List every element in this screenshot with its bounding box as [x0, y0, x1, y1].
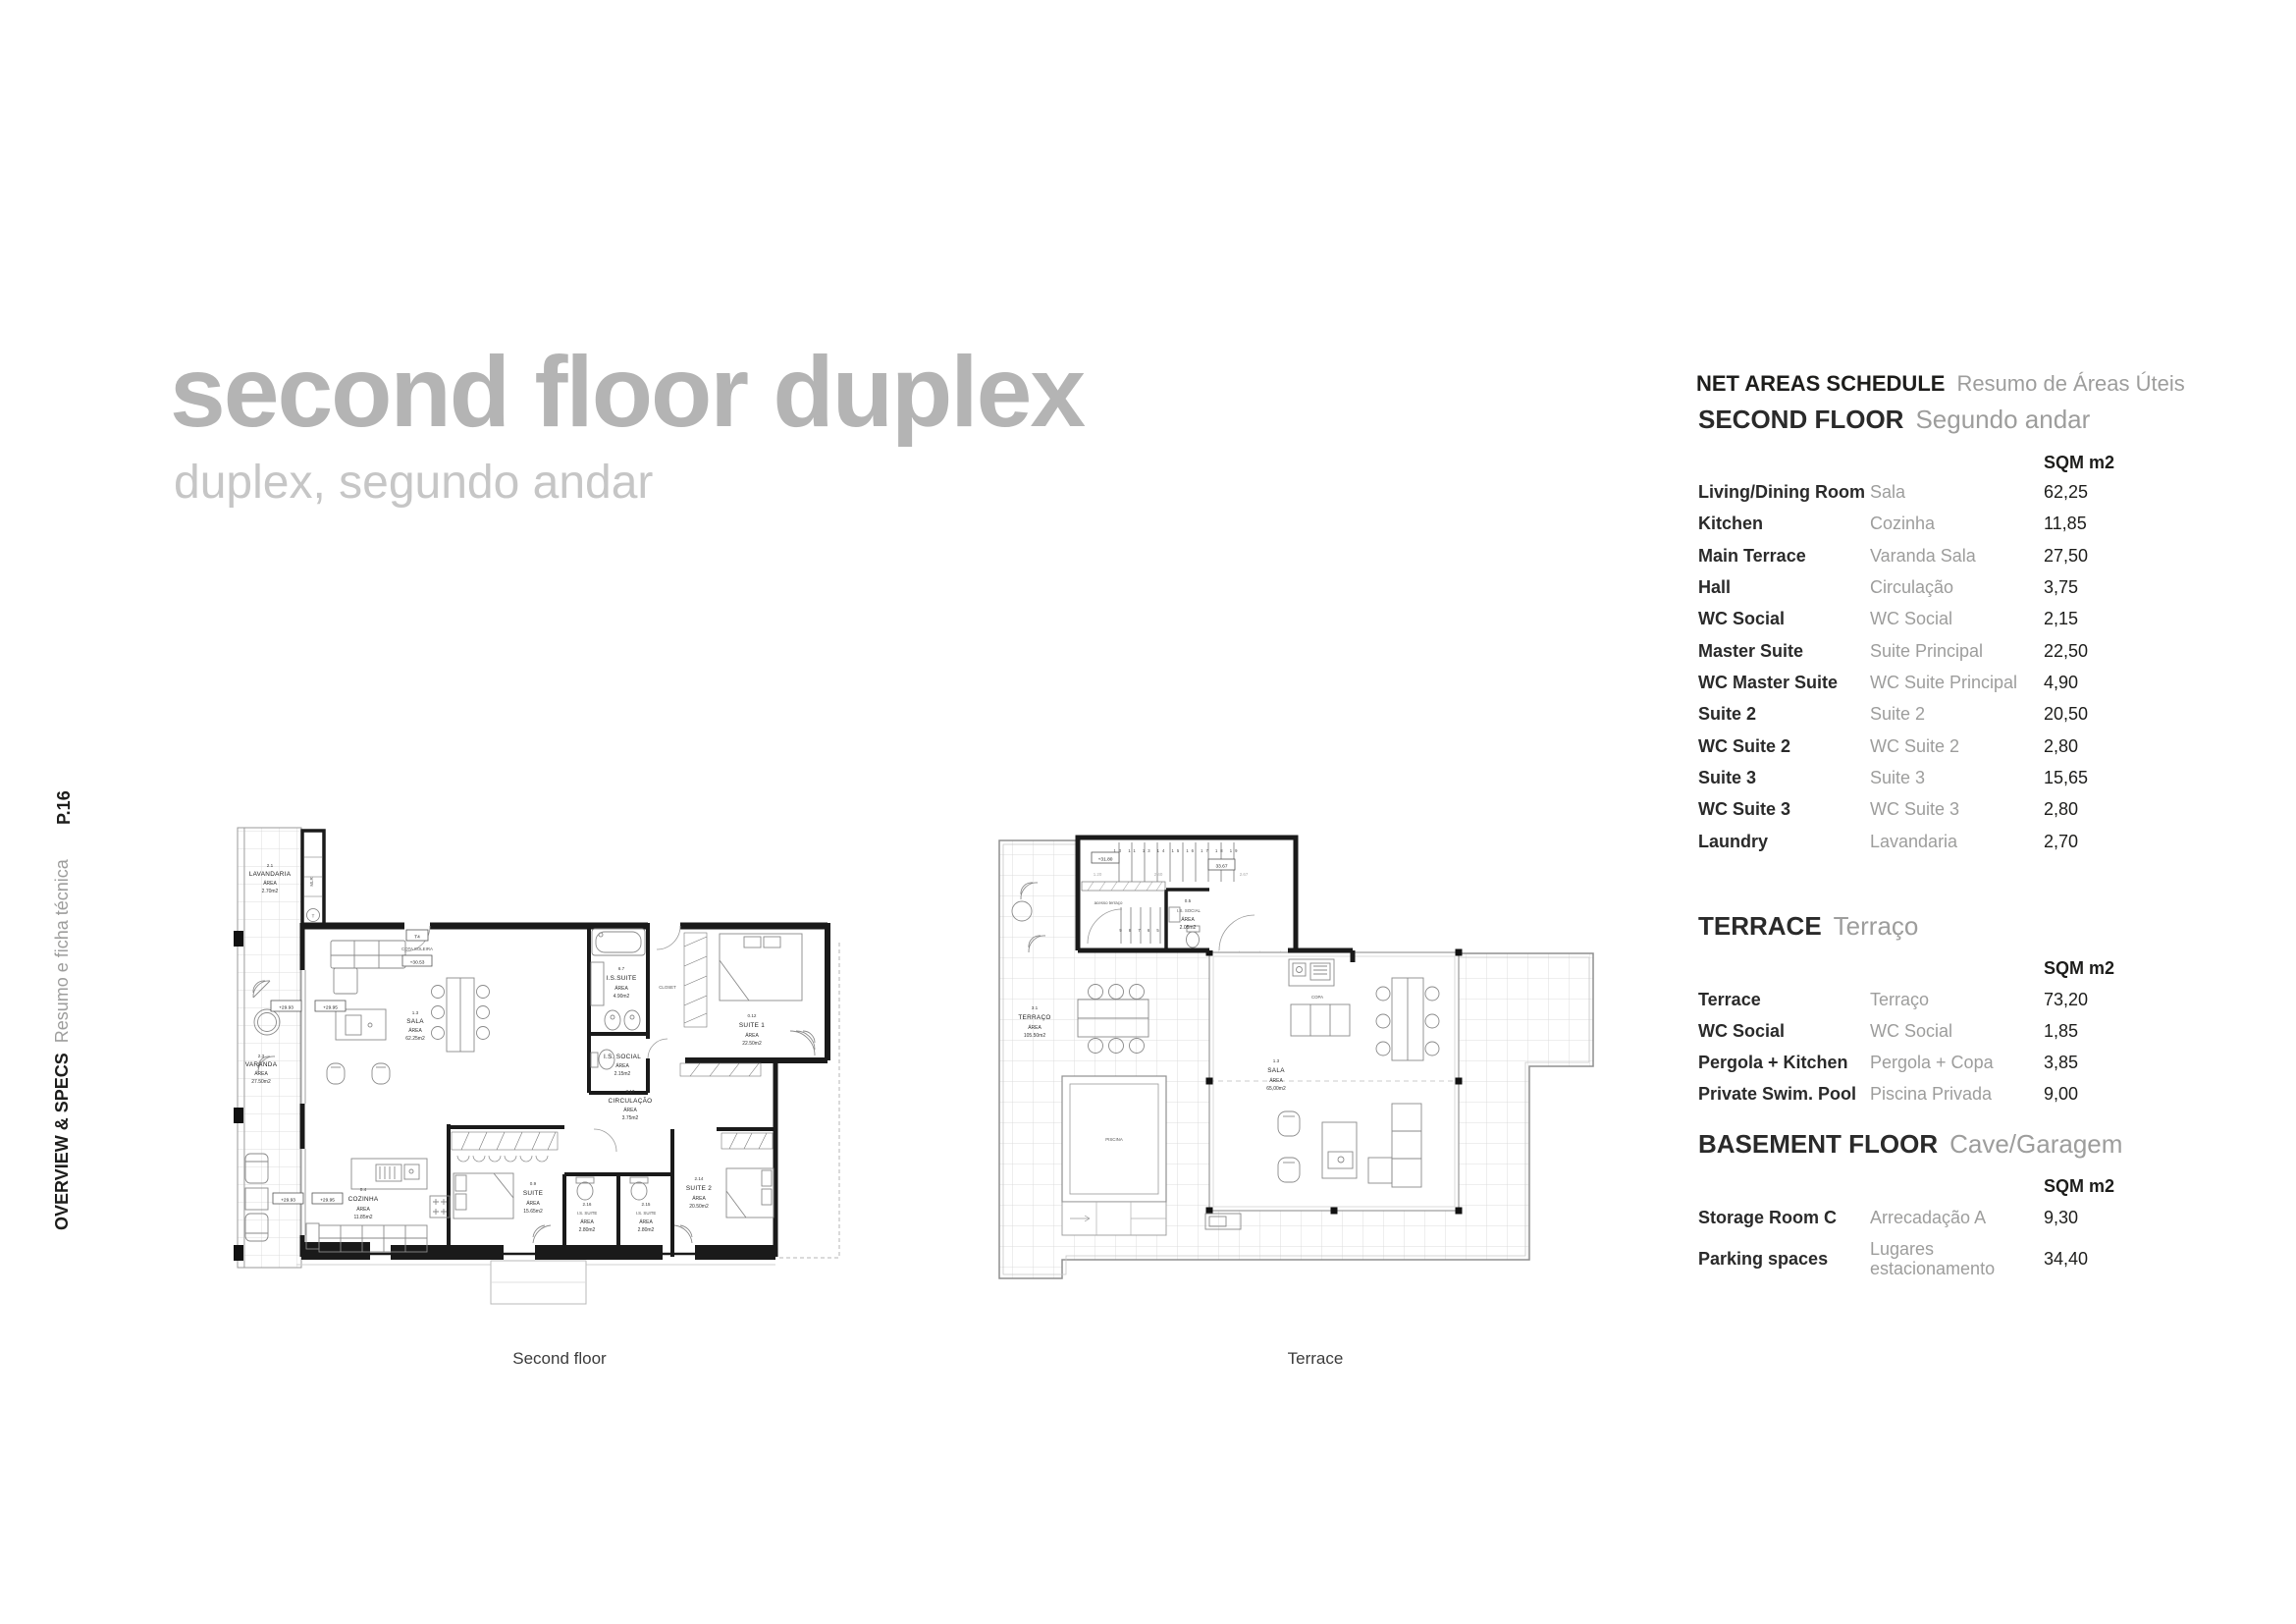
section-title-basement	[1698, 1129, 2122, 1160]
unit-label: SQM m2	[2044, 453, 2115, 472]
table-row	[1698, 832, 2124, 851]
svg-text:2.80m2: 2.80m2	[637, 1227, 655, 1233]
dimension-label: 2.67	[1239, 872, 1249, 877]
unit-label: SQM m2	[2044, 958, 2115, 978]
section-title-en: TERRACE	[1698, 911, 1822, 941]
unit-label: SQM m2	[2044, 1176, 2115, 1196]
table-row	[1698, 704, 2124, 724]
table-row	[1698, 990, 2124, 1009]
row-label-en: Pergola + Kitchen	[1698, 1053, 1848, 1072]
row-label-pt: WC Social	[1870, 609, 1953, 628]
table-row	[1698, 1239, 2124, 1278]
svg-text:ÁREA: ÁREA	[408, 1028, 422, 1034]
row-value: 15,65	[2044, 768, 2089, 787]
table-row	[1698, 546, 2124, 566]
svg-text:VARANDA: VARANDA	[244, 1061, 278, 1068]
row-label-en: Hall	[1698, 577, 1732, 597]
stair-step-numbers-lower: 9 8 7 6 5	[1119, 928, 1162, 933]
table-row	[1698, 1053, 2124, 1072]
room-label-mlr: MLR	[309, 877, 314, 887]
room-label-is-suite: 6.7	[617, 966, 625, 971]
section-title-en: BASEMENT FLOOR	[1698, 1129, 1939, 1159]
table-row	[1698, 609, 2124, 628]
row-value: 20,50	[2044, 704, 2089, 724]
room-label-copa: COPA	[1310, 995, 1324, 1000]
room-label-closet: CLOSET	[659, 985, 676, 990]
svg-text:62.25m2: 62.25m2	[405, 1036, 425, 1042]
tag-elevation: +29.93	[281, 1198, 295, 1204]
dimension-label: 1.20	[1093, 872, 1102, 877]
row-label-en: Suite 2	[1698, 704, 1757, 724]
row-value: 4,90	[2044, 673, 2079, 692]
table-row	[1698, 673, 2124, 692]
svg-text:22.50m2: 22.50m2	[742, 1041, 762, 1047]
tag-heater: T	[311, 913, 315, 919]
room-label-acesso: acesso terraço	[1094, 900, 1123, 905]
page-title: second floor duplex	[170, 336, 1085, 448]
table-row	[1698, 1021, 2124, 1041]
row-value: 2,80	[2044, 799, 2079, 819]
row-label-pt: Cozinha	[1870, 514, 1936, 533]
row-label-pt: WC Suite 2	[1870, 736, 1960, 756]
table-row	[1698, 641, 2124, 661]
row-value: 1,85	[2044, 1021, 2079, 1041]
sidebar-page-number: P.16	[54, 790, 74, 825]
section-title-pt: Cave/Garagem	[1949, 1129, 2123, 1159]
row-label-en: WC Master Suite	[1698, 673, 1839, 692]
room-label-varanda: 2.3	[257, 1054, 265, 1058]
row-label-en: Master Suite	[1698, 641, 1804, 661]
svg-text:ÁREA: ÁREA	[692, 1196, 706, 1202]
svg-text:SUITE: SUITE	[522, 1190, 544, 1197]
row-label-pt: Arrecadação A	[1870, 1208, 1987, 1227]
section-title-second-floor	[1698, 405, 2090, 435]
row-label-pt: Circulação	[1870, 577, 1954, 597]
svg-text:CIRCULAÇÃO: CIRCULAÇÃO	[608, 1098, 653, 1105]
section-title-terrace	[1698, 911, 1918, 942]
table-header-pt: Resumo de Áreas Úteis	[1956, 371, 2185, 396]
row-value: 11,85	[2044, 514, 2087, 533]
row-label-en: Parking spaces	[1698, 1249, 1829, 1269]
room-label-suite2: 2.14	[694, 1176, 704, 1181]
table-row	[1698, 736, 2124, 756]
room-label-terraco: 3.1	[1031, 1005, 1039, 1010]
row-value: 2,70	[2044, 832, 2079, 851]
svg-text:ÁREA: ÁREA	[1181, 917, 1195, 923]
svg-text:SALA: SALA	[406, 1018, 424, 1025]
room-label-circulacao: 3.17	[625, 1089, 635, 1094]
row-value: 3,75	[2044, 577, 2079, 597]
row-value: 9,00	[2044, 1084, 2079, 1104]
room-label-piscina: PISCINA	[1105, 1137, 1123, 1142]
row-label-pt-line1: Lugares	[1870, 1239, 1935, 1259]
row-label-pt: Suite 2	[1870, 704, 1926, 724]
svg-text:ÁREA: ÁREA	[526, 1201, 540, 1207]
tag-dimension-total: 33.67	[1215, 864, 1228, 870]
svg-text:ÁREA: ÁREA	[356, 1207, 370, 1213]
tag-t4: T4	[414, 935, 420, 941]
row-value: 9,30	[2044, 1208, 2079, 1227]
row-label-en: WC Social	[1698, 609, 1786, 628]
areas-table	[1696, 0, 2185, 1624]
room-label-wc-terrace: 0.5	[1184, 898, 1192, 903]
row-value: 3,85	[2044, 1053, 2079, 1072]
row-label-en: Kitchen	[1698, 514, 1764, 533]
tag-elevation: +29.95	[320, 1198, 335, 1204]
svg-text:ÁREA: ÁREA	[263, 881, 277, 887]
svg-text:2.05m2: 2.05m2	[1179, 925, 1197, 931]
room-label-is-suite-2a: 2.16	[582, 1202, 592, 1207]
svg-text:ÁREA: ÁREA	[623, 1108, 637, 1113]
room-label-is-social: I.S. SOCIAL	[603, 1054, 642, 1060]
row-label-en: Living/Dining Room	[1698, 482, 1865, 502]
row-value: 2,80	[2044, 736, 2079, 756]
page-subtitle: duplex, segundo andar	[174, 457, 654, 509]
row-label-pt: Lavandaria	[1870, 832, 1958, 851]
svg-text:2.15m2: 2.15m2	[614, 1071, 631, 1077]
row-label-pt: Sala	[1870, 482, 1906, 502]
row-label-en: Suite 3	[1698, 768, 1757, 787]
svg-text:65,00m2: 65,00m2	[1266, 1086, 1286, 1092]
svg-text:3.75m2: 3.75m2	[621, 1115, 639, 1121]
terrace-plan	[991, 813, 1639, 1324]
swimming-pool	[1062, 1076, 1166, 1235]
row-label-pt: Terraço	[1870, 990, 1930, 1009]
sidebar-section-label	[51, 859, 73, 1230]
row-label-en: Terrace	[1698, 990, 1761, 1009]
row-label-en: Storage Room C	[1698, 1208, 1838, 1227]
svg-text:ÁREA: ÁREA	[580, 1219, 594, 1225]
svg-text:I.S. SOCIAL: I.S. SOCIAL	[1177, 908, 1201, 913]
tag-cota-value: +30.53	[409, 960, 425, 966]
exterior-stairs	[296, 1261, 775, 1304]
svg-text:105.50m2: 105.50m2	[1023, 1033, 1046, 1039]
svg-text:SUITE 1: SUITE 1	[738, 1022, 766, 1029]
svg-text:ÁREA: ÁREA	[614, 986, 628, 992]
svg-text:2.70m2: 2.70m2	[261, 889, 279, 894]
second-floor-plan	[226, 813, 893, 1314]
svg-text:11.85m2: 11.85m2	[353, 1215, 373, 1220]
table-row	[1698, 1208, 2124, 1227]
tag-cota-soleira: COTA SOLEIRA	[401, 947, 433, 951]
caption-second-floor: Second floor	[512, 1349, 607, 1368]
row-label-en: WC Suite 3	[1698, 799, 1791, 819]
row-label-pt: Piscina Privada	[1870, 1084, 1993, 1104]
table-header	[1696, 371, 2185, 397]
tag-elevation-terrace: +31.80	[1097, 857, 1113, 863]
row-value: 62,25	[2044, 482, 2089, 502]
svg-text:COZINHA: COZINHA	[347, 1196, 379, 1203]
row-label-en: WC Social	[1698, 1021, 1786, 1041]
svg-text:ÁREA: ÁREA	[1269, 1078, 1283, 1084]
row-label-pt: WC Suite Principal	[1870, 673, 2018, 692]
svg-text:I.S.SUITE: I.S.SUITE	[606, 975, 637, 982]
row-value: 73,20	[2044, 990, 2089, 1009]
row-label-pt: Pergola + Copa	[1870, 1053, 1994, 1072]
section-title-en: SECOND FLOOR	[1698, 405, 1904, 434]
svg-text:ÁREA: ÁREA	[254, 1071, 268, 1077]
row-label-en: Main Terrace	[1698, 546, 1806, 566]
svg-text:LAVANDARIA: LAVANDARIA	[248, 871, 292, 878]
section-title-pt: Terraço	[1833, 911, 1919, 941]
table-row	[1698, 1084, 2124, 1104]
svg-text:I.S. SUITE: I.S. SUITE	[576, 1211, 598, 1216]
sidebar-section-en: OVERVIEW & SPECS	[52, 1053, 72, 1230]
table-row	[1698, 514, 2124, 533]
row-value: 2,15	[2044, 609, 2079, 628]
room-label-sala: 1.3	[411, 1010, 419, 1015]
room-label-is-suite-2b: 2.15	[641, 1202, 651, 1207]
svg-text:15.65m2: 15.65m2	[523, 1209, 543, 1215]
svg-text:ÁREA: ÁREA	[615, 1063, 629, 1069]
svg-text:20.50m2: 20.50m2	[689, 1204, 709, 1210]
svg-text:2.80m2: 2.80m2	[578, 1227, 596, 1233]
row-value: 27,50	[2044, 546, 2089, 566]
row-label-pt: Suite 3	[1870, 768, 1926, 787]
tag-elevation: +29.95	[323, 1005, 338, 1011]
room-label-suite3: 0.9	[529, 1181, 537, 1186]
row-label-pt: Suite Principal	[1870, 641, 1984, 661]
table-row	[1698, 799, 2124, 819]
svg-text:SALA: SALA	[1267, 1067, 1285, 1074]
stair-step-numbers-upper: 10 11 13 14 15 16 17 18 19	[1113, 848, 1241, 853]
room-label-suite1: 0.12	[747, 1013, 757, 1018]
row-value: 34,40	[2044, 1249, 2089, 1269]
door-swings	[404, 926, 680, 1152]
room-label-sala-terrace: 1.3	[1272, 1058, 1280, 1063]
caption-terrace: Terrace	[1287, 1349, 1344, 1368]
row-label-pt	[1870, 1239, 2044, 1278]
room-label-cozinha: 0.4	[359, 1187, 367, 1192]
table-row	[1698, 768, 2124, 787]
svg-text:ÁREA: ÁREA	[639, 1219, 653, 1225]
row-label-pt: WC Social	[1870, 1021, 1953, 1041]
svg-text:SUITE 2: SUITE 2	[685, 1185, 713, 1192]
svg-text:27.50m2: 27.50m2	[251, 1079, 271, 1085]
row-label-en: WC Suite 2	[1698, 736, 1791, 756]
row-label-en: Private Swim. Pool	[1698, 1084, 1857, 1104]
row-label-pt-line2: estacionamento	[1870, 1259, 1996, 1278]
wall-footings	[301, 1242, 775, 1260]
table-row	[1698, 482, 2124, 502]
svg-text:4.90m2: 4.90m2	[613, 994, 630, 1000]
room-label-lavandaria: 2.1	[266, 863, 274, 868]
sidebar-section-pt: Resumo e ficha técnica	[52, 859, 72, 1044]
row-label-pt: Varanda Sala	[1870, 546, 1976, 566]
svg-text:ÁREA: ÁREA	[1028, 1025, 1041, 1031]
svg-text:ÁREA: ÁREA	[745, 1033, 759, 1039]
section-title-pt: Segundo andar	[1915, 405, 2091, 434]
row-label-en: Laundry	[1698, 832, 1769, 851]
table-row	[1698, 577, 2124, 597]
table-header-en: NET AREAS SCHEDULE	[1696, 371, 1946, 396]
tag-elevation: +29.93	[279, 1005, 294, 1011]
row-value: 22,50	[2044, 641, 2089, 661]
svg-text:I.S. SUITE: I.S. SUITE	[635, 1211, 657, 1216]
svg-text:TERRAÇO: TERRAÇO	[1018, 1014, 1051, 1021]
dimension-label: 2.40	[1153, 872, 1163, 877]
row-label-pt: WC Suite 3	[1870, 799, 1960, 819]
